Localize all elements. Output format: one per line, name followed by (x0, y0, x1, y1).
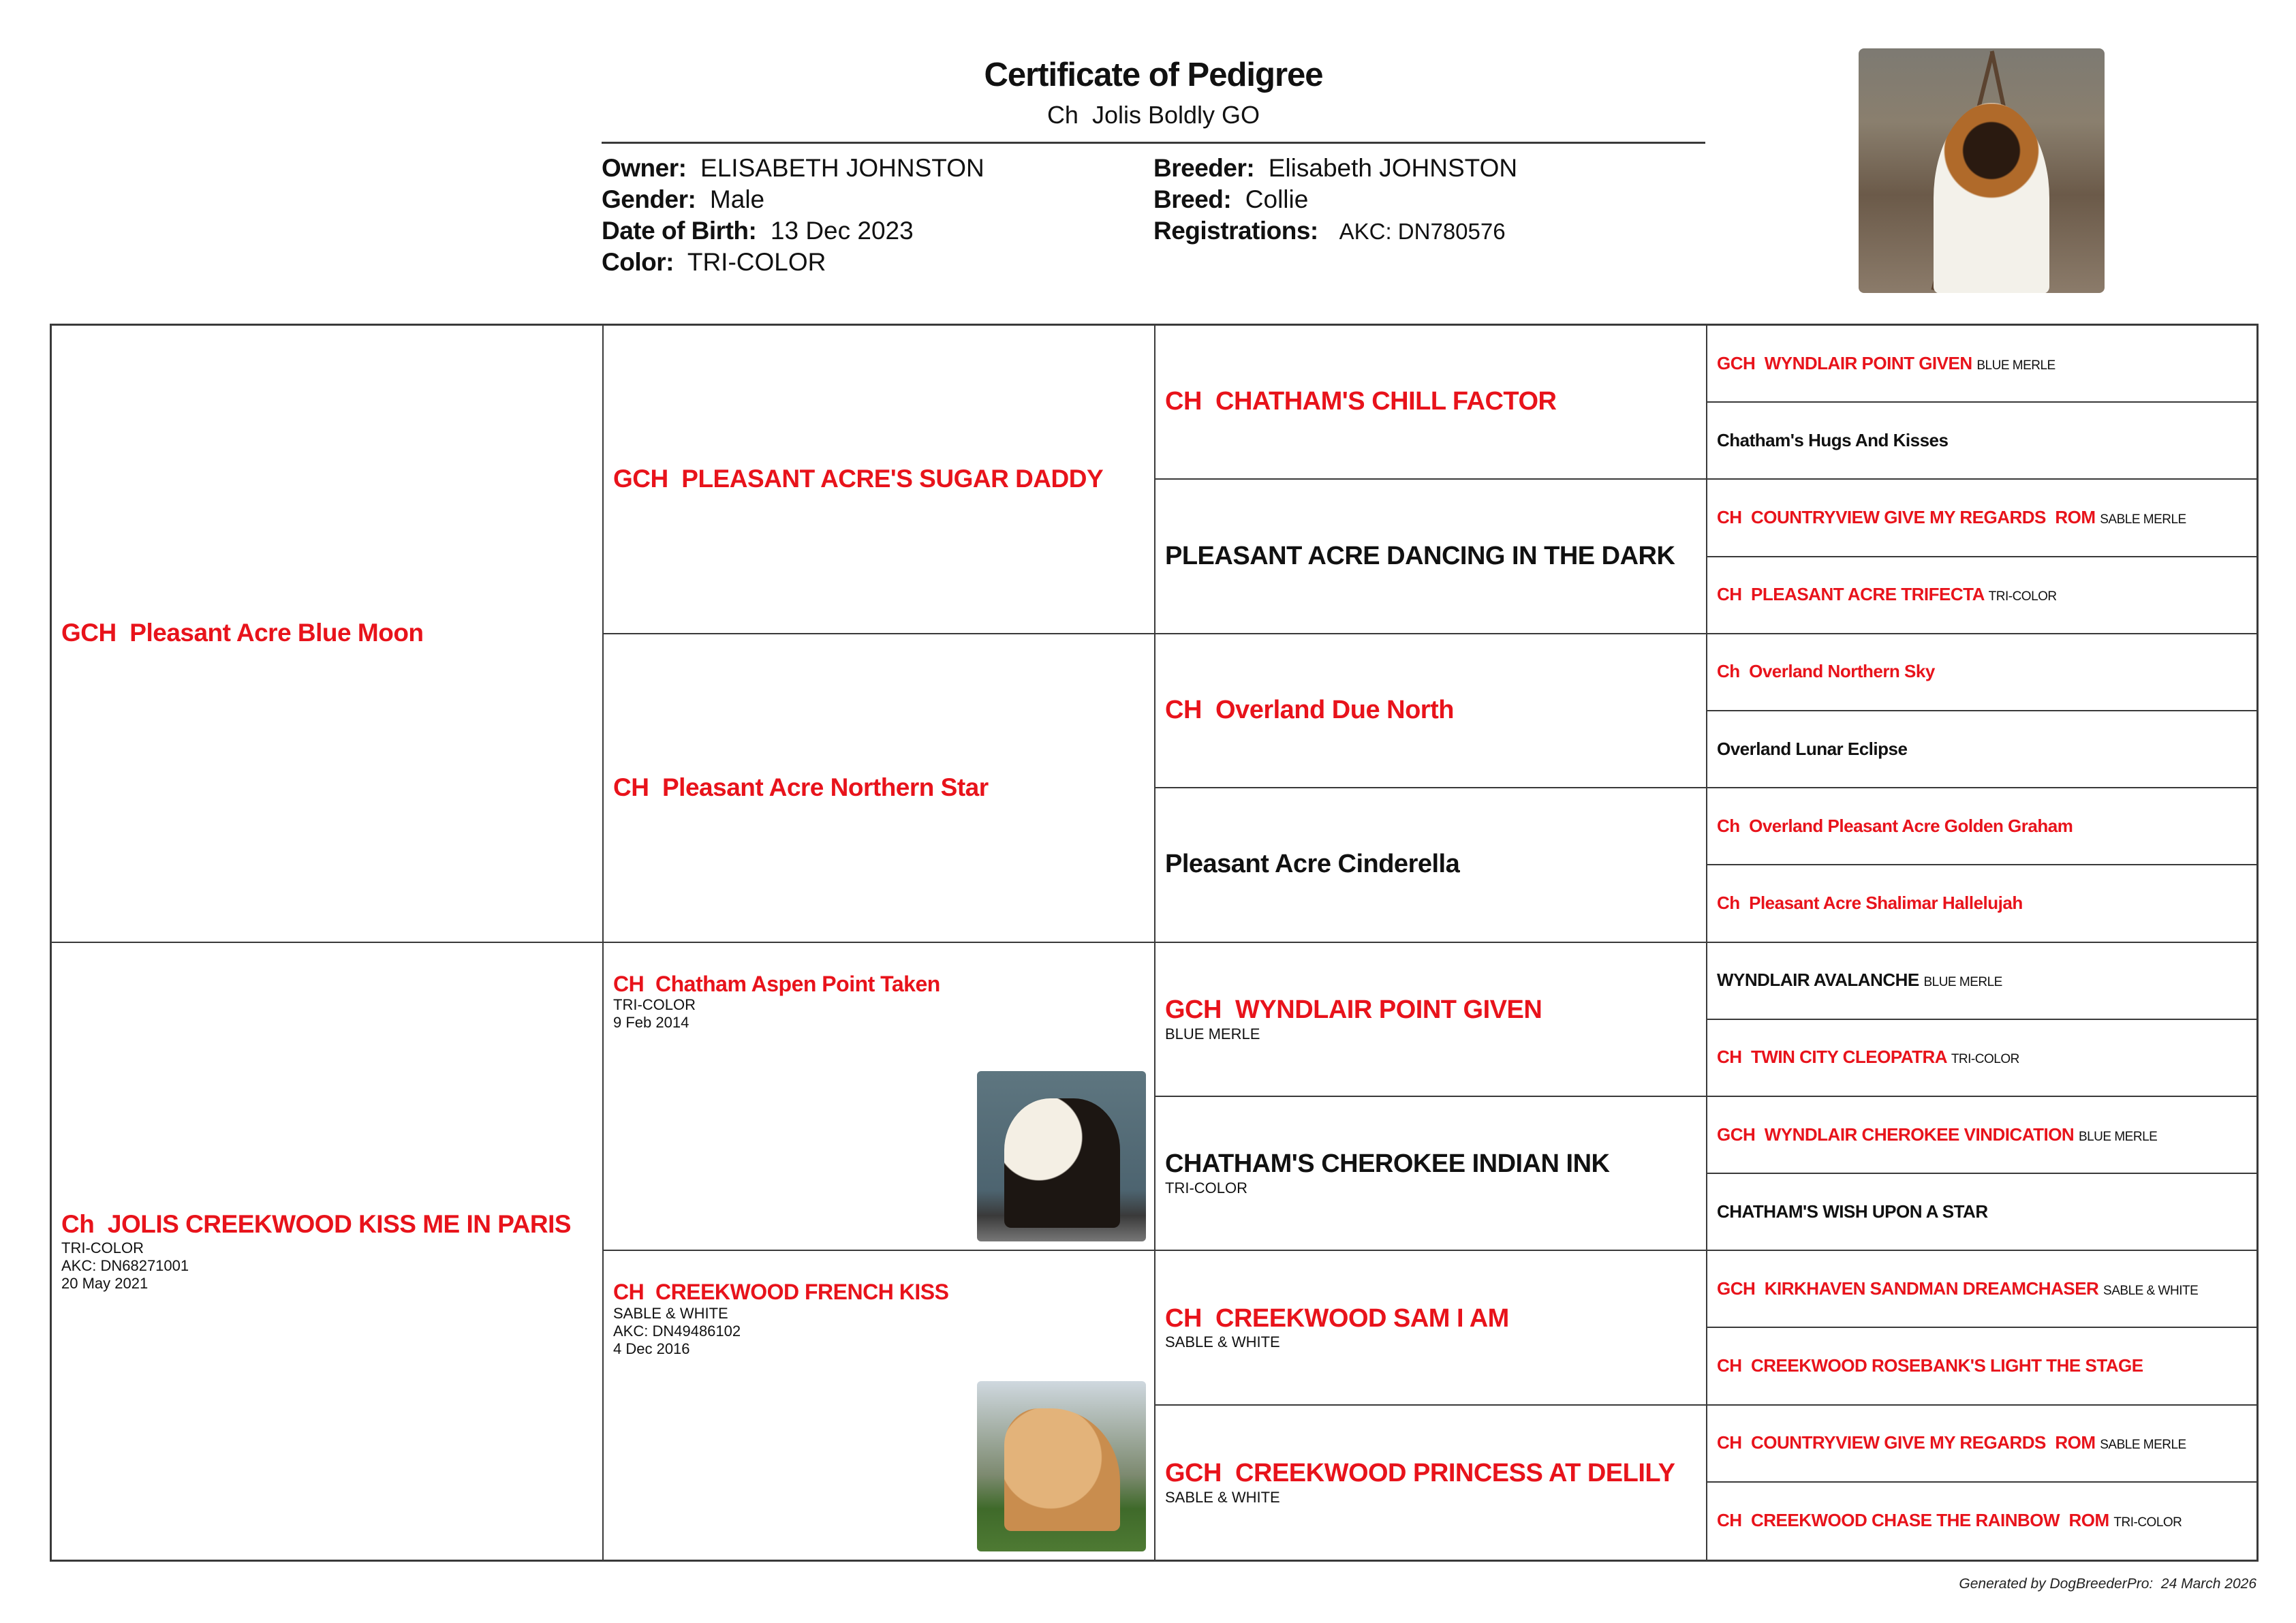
ancestor-name (61, 1210, 593, 1239)
pedigree-cell-gen2[interactable] (604, 1251, 1155, 1560)
ancestor-name (613, 773, 1145, 803)
pedigree-cell-gen4[interactable] (1707, 1406, 2256, 1483)
ancestor-name (613, 972, 1145, 997)
ancestor-name-text: GCH CREEKWOOD PRINCESS AT DELILY (1165, 1458, 1675, 1487)
breeder-details (1153, 153, 1698, 247)
ancestor-name-text: CH PLEASANT ACRE TRIFECTA (1717, 584, 1984, 605)
pedigree-cell-gen4[interactable] (1707, 943, 2256, 1020)
ancestor-detail: 20 May 2021 (61, 1274, 149, 1292)
breeder-value: Elisabeth JOHNSTON (1268, 154, 1518, 182)
gender-value: Male (709, 185, 765, 213)
ancestor-name-text: CH COUNTRYVIEW GIVE MY REGARDS ROM (1717, 1432, 2096, 1453)
ancestor-detail: AKC: DN49486102 (613, 1323, 741, 1340)
ancestor-detail: 9 Feb 2014 (613, 1014, 689, 1032)
ancestor-name (1165, 1149, 1696, 1179)
ancestor-name (1717, 1511, 2247, 1531)
ancestor-name (1165, 1459, 1696, 1489)
photo-dog (1934, 103, 2049, 293)
ancestor-color: TRI-COLOR (1951, 1052, 2019, 1067)
color-label: Color: (602, 248, 674, 276)
ancestor-name (1717, 354, 2247, 374)
generated-by-footer: Generated by DogBreederPro: 24 March 2026 (1959, 1576, 2256, 1592)
pedigree-cell-gen4[interactable] (1707, 865, 2256, 942)
ancestor-name (1165, 696, 1696, 726)
ancestor-name-text: CH Overland Due North (1165, 696, 1454, 725)
ancestor-name-text: Ch JOLIS CREEKWOOD KISS ME IN PARIS (61, 1209, 572, 1238)
ancestor-name (613, 1280, 1145, 1305)
ancestor-name-text: CH CREEKWOOD FRENCH KISS (613, 1280, 949, 1305)
ancestor-name-text: Pleasant Acre Cinderella (1165, 850, 1460, 879)
owner-label: Owner: (602, 154, 687, 182)
ancestor-name-text: CH CREEKWOOD SAM I AM (1165, 1303, 1509, 1333)
gender-label: Gender: (602, 185, 696, 213)
ancestor-name (1717, 1356, 2247, 1376)
ancestor-name (1717, 739, 2247, 760)
ancestor-detail: SABLE & WHITE (1165, 1333, 1280, 1351)
pedigree-cell-gen3[interactable] (1155, 1251, 1707, 1405)
ancestor-detail: SABLE & WHITE (613, 1305, 728, 1323)
ancestor-name (1165, 387, 1696, 417)
ancestor-detail: TRI-COLOR (613, 996, 696, 1014)
ancestor-name (1717, 1279, 2247, 1299)
ancestor-name (1717, 508, 2247, 528)
pedigree-cell-gen4[interactable] (1707, 480, 2256, 557)
breed-value: Collie (1245, 185, 1309, 213)
ancestor-name (1165, 1304, 1696, 1334)
ancestor-color: TRI-COLOR (1988, 589, 2057, 604)
ancestor-name (1717, 431, 2247, 451)
breeder-label: Breeder: (1153, 154, 1255, 182)
ancestor-name-text: CH Chatham Aspen Point Taken (613, 971, 940, 996)
ancestor-name (61, 619, 593, 648)
ancestor-detail: SABLE & WHITE (1165, 1488, 1280, 1506)
ancestor-color: BLUE MERLE (1976, 358, 2055, 373)
ancestor-color: BLUE MERLE (2078, 1129, 2158, 1144)
ancestor-name-text: Ch Overland Pleasant Acre Golden Graham (1717, 815, 2073, 836)
ancestor-name (1717, 970, 2247, 991)
dog-name: Ch Jolis Boldly GO (1046, 101, 1260, 129)
dob-value: 13 Dec 2023 (770, 217, 914, 245)
ancestor-detail: AKC: DN68271001 (61, 1256, 189, 1274)
pedigree-cell-gen4[interactable] (1707, 1483, 2256, 1560)
ancestor-name (1717, 662, 2247, 682)
ancestor-name-text: CHATHAM'S CHEROKEE INDIAN INK (1165, 1149, 1610, 1179)
ancestor-name-text: GCH KIRKHAVEN SANDMAN DREAMCHASER (1717, 1278, 2099, 1299)
ancestor-name (1165, 995, 1696, 1025)
ancestor-name-text: GCH Pleasant Acre Blue Moon (61, 619, 424, 647)
registrations-label: Registrations: (1153, 217, 1318, 245)
ancestor-name (1717, 1433, 2247, 1453)
ancestor-name-text: CH CREEKWOOD ROSEBANK'S LIGHT THE STAGE (1717, 1355, 2143, 1376)
pedigree-cell-gen4[interactable] (1707, 1174, 2256, 1251)
ancestor-name-text: Ch Pleasant Acre Shalimar Hallelujah (1717, 892, 2023, 913)
ancestor-name (1717, 816, 2247, 837)
pedigree-cell-gen3[interactable] (1155, 326, 1707, 480)
ancestor-photo (977, 1071, 1146, 1241)
owner-details (602, 153, 1147, 278)
ancestor-name-text: GCH PLEASANT ACRE'S SUGAR DADDY (613, 465, 1104, 493)
ancestor-color: SABLE & WHITE (2103, 1283, 2199, 1298)
pedigree-cell-gen4[interactable] (1707, 403, 2256, 480)
color-value: TRI-COLOR (687, 248, 826, 276)
ancestor-name (1717, 1047, 2247, 1068)
ancestor-detail: TRI-COLOR (61, 1239, 144, 1256)
ancestor-name-text: GCH WYNDLAIR POINT GIVEN (1717, 352, 1972, 373)
ancestor-name-text: CH TWIN CITY CLEOPATRA (1717, 1047, 1947, 1068)
ancestor-name (1717, 585, 2247, 605)
registrations-value: AKC: DN780576 (1339, 219, 1506, 244)
ancestor-photo (977, 1381, 1146, 1551)
ancestor-color: TRI-COLOR (2113, 1515, 2182, 1530)
header-divider (602, 142, 1705, 144)
page-title: Certificate of Pedigree (984, 57, 1323, 93)
pedigree-cell-gen4[interactable] (1707, 1328, 2256, 1405)
owner-value: ELISABETH JOHNSTON (700, 154, 984, 182)
pedigree-cell-gen4[interactable] (1707, 634, 2256, 711)
ancestor-color: SABLE MERLE (2100, 1438, 2186, 1453)
ancestor-name (1717, 1202, 2247, 1222)
dog-photo (1859, 48, 2105, 293)
pedigree-cell-gen4[interactable] (1707, 1020, 2256, 1097)
pedigree-cell-gen4[interactable] (1707, 557, 2256, 634)
pedigree-cell-gen2[interactable] (604, 326, 1155, 634)
pedigree-cell-gen4[interactable] (1707, 326, 2256, 403)
ancestor-name-text: GCH WYNDLAIR POINT GIVEN (1165, 995, 1542, 1024)
pedigree-cell-gen2[interactable] (604, 634, 1155, 943)
ancestor-name-text: WYNDLAIR AVALANCHE (1717, 970, 1919, 991)
ancestor-name-text: Overland Lunar Eclipse (1717, 738, 1908, 759)
pedigree-cell-gen4[interactable] (1707, 1251, 2256, 1328)
ancestor-name-text: CH CREEKWOOD CHASE THE RAINBOW ROM (1717, 1510, 2109, 1531)
ancestor-name-text: Chatham's Hugs And Kisses (1717, 429, 1949, 450)
ancestor-name-text: CH Pleasant Acre Northern Star (613, 773, 989, 801)
pedigree-cell-gen1[interactable] (52, 943, 604, 1560)
ancestor-name-text: CH CHATHAM'S CHILL FACTOR (1165, 387, 1557, 416)
ancestor-color: SABLE MERLE (2100, 512, 2186, 527)
ancestor-name (1717, 1125, 2247, 1145)
ancestor-name-text: GCH WYNDLAIR CHEROKEE VINDICATION (1717, 1124, 2075, 1145)
dob-label: Date of Birth: (602, 217, 757, 245)
ancestor-name (1165, 542, 1696, 572)
pedigree-table (50, 324, 2259, 1562)
pedigree-cell-gen3[interactable] (1155, 943, 1707, 1097)
ancestor-detail: 4 Dec 2016 (613, 1340, 690, 1358)
ancestor-color: BLUE MERLE (1923, 975, 2002, 990)
ancestor-detail: BLUE MERLE (1165, 1025, 1260, 1042)
breed-label: Breed: (1153, 185, 1232, 213)
ancestor-name (1717, 893, 2247, 914)
ancestor-name (613, 465, 1145, 494)
ancestor-name-text: CHATHAM'S WISH UPON A STAR (1717, 1201, 1988, 1222)
pedigree-cell-gen1[interactable] (52, 326, 604, 943)
pedigree-cell-gen4[interactable] (1707, 1097, 2256, 1174)
pedigree-cell-gen3[interactable] (1155, 1406, 1707, 1560)
pedigree-cell-gen4[interactable] (1707, 711, 2256, 788)
pedigree-cell-gen3[interactable] (1155, 480, 1707, 634)
ancestor-name-text: Ch Overland Northern Sky (1717, 661, 1935, 682)
pedigree-cell-gen2[interactable] (604, 943, 1155, 1252)
ancestor-detail: TRI-COLOR (1165, 1179, 1247, 1196)
ancestor-name-text: CH COUNTRYVIEW GIVE MY REGARDS ROM (1717, 507, 2096, 528)
pedigree-cell-gen3[interactable] (1155, 788, 1707, 942)
ancestor-name-text: PLEASANT ACRE DANCING IN THE DARK (1165, 541, 1675, 570)
pedigree-cell-gen3[interactable] (1155, 1097, 1707, 1251)
ancestor-name (1165, 850, 1696, 880)
pedigree-cell-gen3[interactable] (1155, 634, 1707, 788)
pedigree-cell-gen4[interactable] (1707, 788, 2256, 865)
